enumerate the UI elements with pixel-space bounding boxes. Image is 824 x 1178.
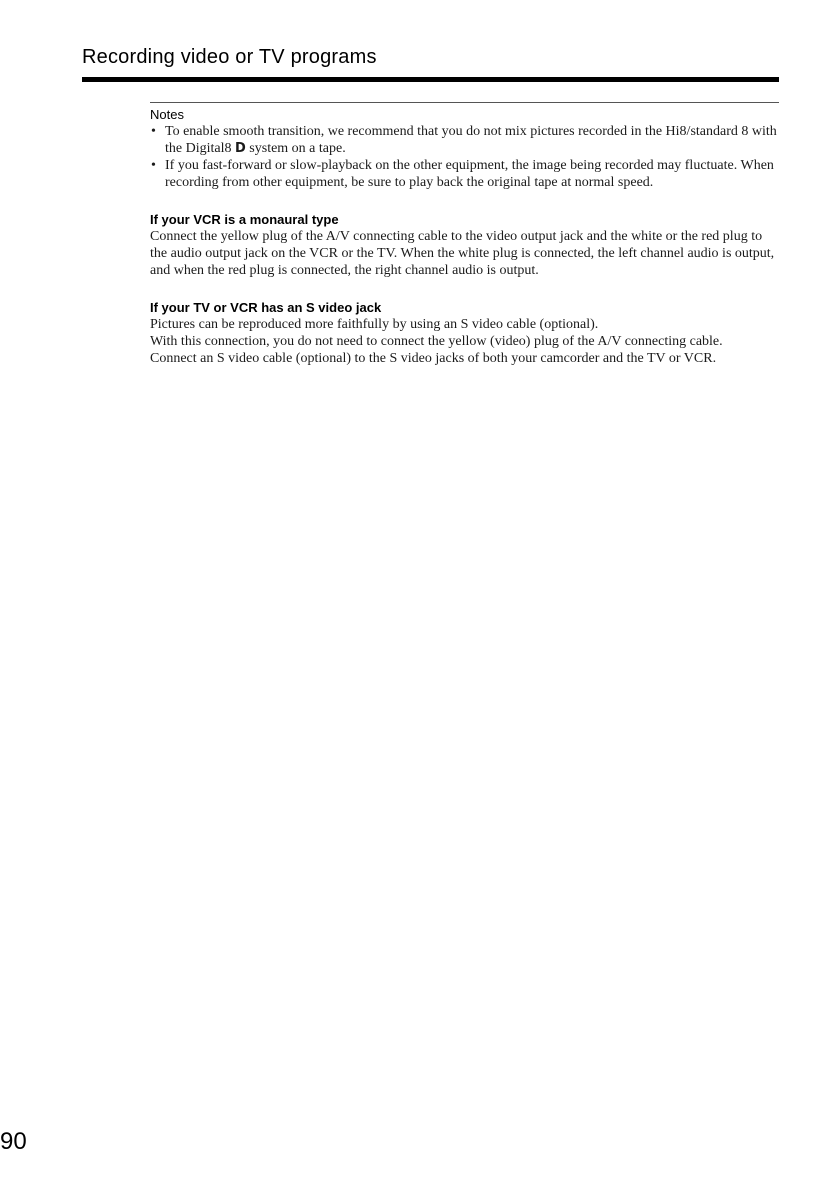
note-text: If you fast-forward or slow-playback on the other equipment, the image being recorded may fluctuate. When recording from other equipment, be sure to play back the original tape at normal speed. [165, 158, 774, 190]
s-video-section [150, 299, 780, 367]
notes-list [150, 123, 780, 191]
list-item [150, 157, 780, 191]
paragraph: Connect the yellow plug of the A/V connecting cable to the video output jack and the white or the red plug to the audio output jack on the VCR or the TV. When the white plug is connected, the left channel audio is output, and when the red plug is connected, the right channel audio is output. [150, 229, 775, 278]
paragraph: Connect an S video cable (optional) to the S video jacks of both your camcorder and the TV or VCR. [150, 351, 717, 366]
paragraph: Pictures can be reproduced more faithfully by using an S video cable (optional). [150, 317, 599, 332]
page-content [150, 106, 780, 367]
section-heading: If your VCR is a monaural type [150, 212, 339, 227]
paragraph: With this connection, you do not need to connect the yellow (video) plug of the A/V connecting cable. [150, 334, 723, 349]
note-text: system on a tape. [249, 141, 346, 156]
section-heading: If your TV or VCR has an S video jack [150, 300, 382, 315]
page-title: Recording video or TV programs [82, 46, 377, 68]
notes-section [150, 106, 780, 191]
list-item [150, 123, 780, 157]
notes-heading: Notes [150, 107, 184, 122]
header-divider [82, 77, 779, 82]
page-number: 90 [0, 1128, 27, 1155]
monaural-section [150, 211, 780, 279]
digital8-logo-icon: D [235, 141, 246, 156]
note-text: To enable smooth transition, we recommend that you do not mix pictures recorded in the Hi8/standard 8 with the Digital8 [165, 124, 777, 156]
notes-divider [150, 102, 779, 103]
